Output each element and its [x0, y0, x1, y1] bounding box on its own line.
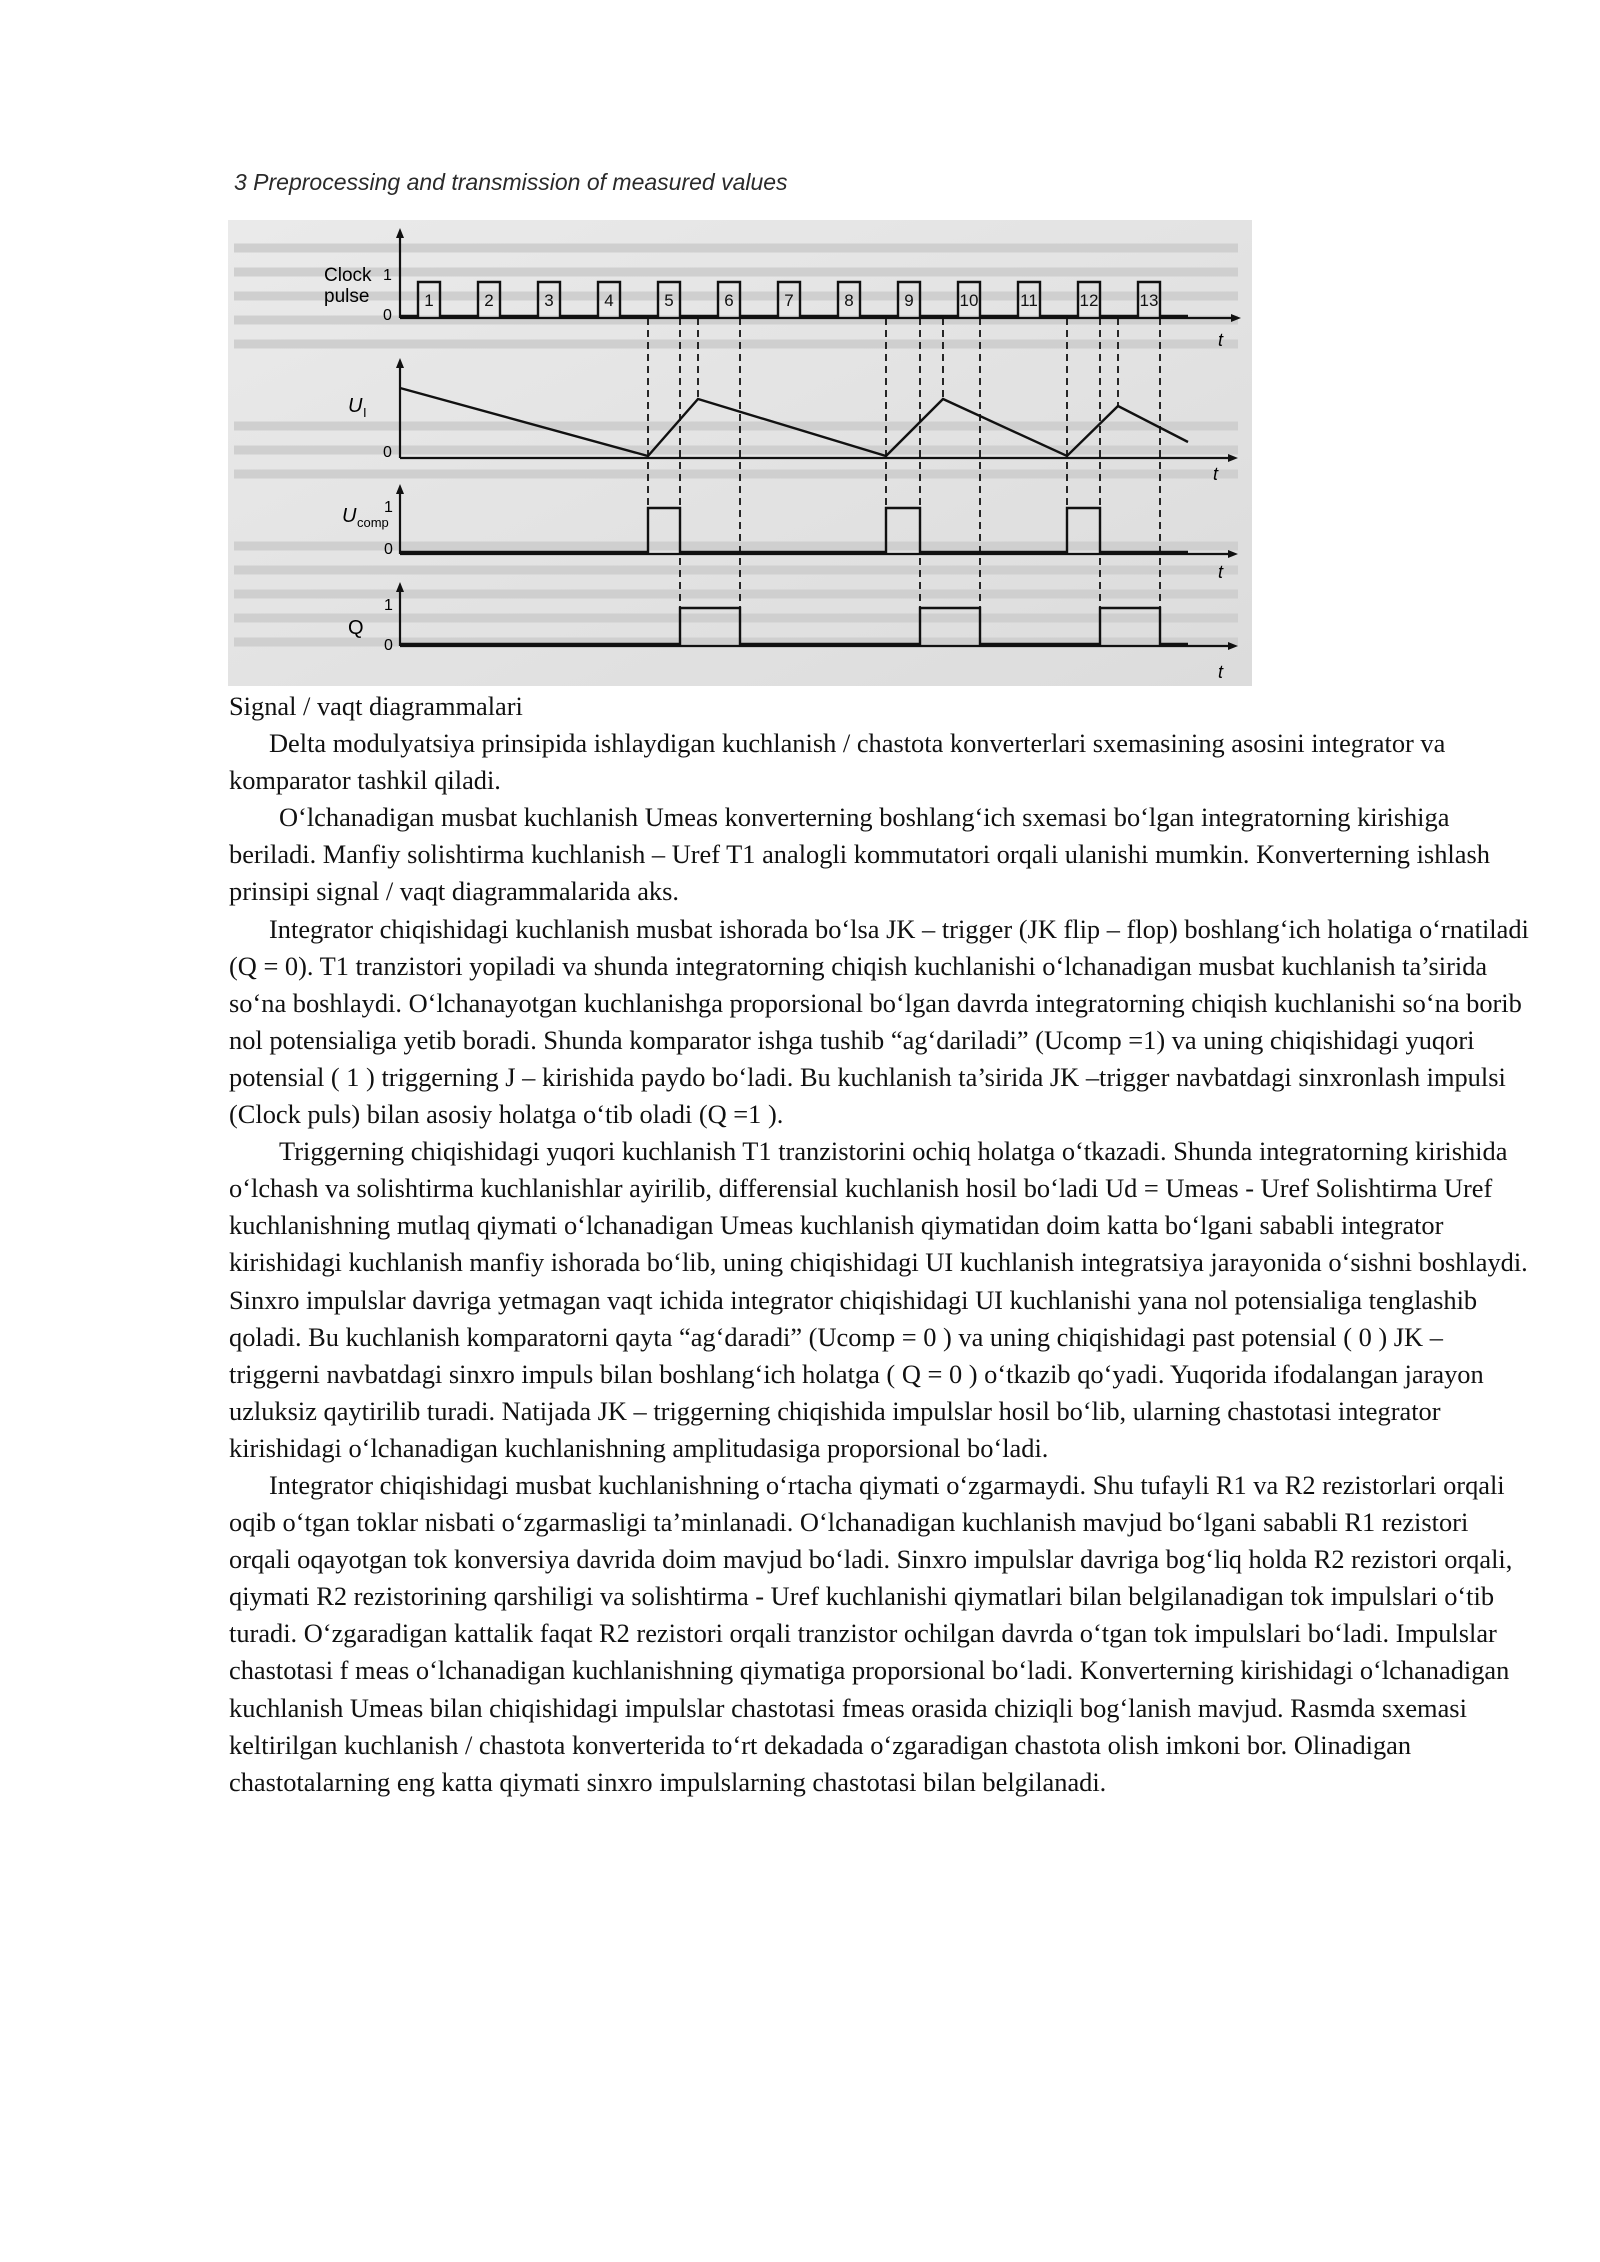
pulse-number: 10: [959, 291, 979, 310]
paragraph: Integrator chiqishidagi kuchlanish musbat ishorada bo‘lsa JK – trigger (JK flip – flop) boshlang‘ich holatiga o‘rnatiladi (Q = 0). T1 tranzistori yopiladi va shunda integratorning chiqish kuchlanishi o‘lchanadigan musbat kuchlanish ta’sirida so‘na boshlaydi. O‘lchanayotgan kuchlanishga proporsional bo‘lgan davrda integratorning chiqish kuchlanishi so‘na borib nol potensialiga yetib boradi. Shunda komparator ishga tushib “ag‘dariladi” (Ucomp =1) va uning chiqishidagi yuqori potensial ( 1 ) triggerning J – kirishida paydo bo‘ladi. Bu kuchlanish ta’sirida JK –trigger navbatdagi sinxronlash impulsi (Clock puls) bilan asosiy holatga o‘tib oladi (Q =1 ).: [229, 913, 1529, 1130]
pulse-number: 13: [1139, 291, 1159, 310]
ui-label-sub: I: [363, 405, 367, 420]
ucomp-label-sub: comp: [357, 515, 389, 530]
pulse-number: 3: [544, 291, 554, 310]
ucomp-t-label: t: [1218, 562, 1224, 582]
ucomp-zero-label: 0: [384, 541, 393, 558]
q-one-label: 1: [384, 597, 393, 614]
paragraph: Triggerning chiqishidagi yuqori kuchlanish T1 tranzistorini ochiq holatga o‘tkazadi. Shunda integratorning kirishida o‘lchash va solishtirma kuchlanishlar ayirilib, differensial kuchlanish hosil bo‘ladi Ud = Umeas - Uref Solishtirma Uref kuchlanishning mutlaq qiymati o‘lchanadigan Umeas kuchlanish qiymatidan doim katta bo‘lgani sababli integrator kirishidagi kuchlanish manfiy ishorada bo‘lib, uning chiqishidagi UI kuchlanish integratsiya jarayonida o‘sishni boshlaydi. Sinxro impulslar davriga yetmagan vaqt ichida integrator chiqishidagi UI kuchlanishi yana nol potensialiga tenglashib qoladi. Bu kuchlanish komparatorni qayta “ag‘daradi” (Ucomp = 0 ) va uning chiqishidagi past potensial ( 0 ) JK – triggerni navbatdagi sinxro impuls bilan boshlang‘ich holatga ( Q = 0 ) o‘tkazib qo‘yadi. Yuqorida ifodalangan jarayon uzluksiz qaytirilib turadi. Natijada JK – triggerning chiqishida impulslar hosil bo‘lib, ularning chastotasi integrator kirishidagi o‘lchanadigan kuchlanishning amplitudasiga proporsional bo‘ladi.: [229, 1136, 1528, 1463]
paragraph: Integrator chiqishidagi musbat kuchlanishning o‘rtacha qiymati o‘zgarmaydi. Shu tufayli R1 va R2 rezistorlari orqali oqib o‘tgan toklar nisbati o‘zgarmasligi ta’minlanadi. O‘lchanadigan kuchlanish mavjud bo‘lgani sababli R1 rezistori orqali oqayotgan tok konversiya davrida doim mavjud bo‘ladi. Sinxro impulslar davriga bog‘liq holda R2 rezistori orqali, qiymati R2 rezistorining qarshiligi va solishtirma - Uref kuchlanishi qiymatlari bilan belgilanadigan tok impulslari o‘tib turadi. O‘zgaradigan kattalik faqat R2 rezistori orqali tranzistor ochilgan davrda o‘tgan tok impulslari bo‘ladi. Impulslar chastotasi f meas o‘lchanadigan kuchlanishning qiymatiga proporsional bo‘ladi. Konverterning kirishidagi o‘lchanadigan kuchlanish Umeas bilan chiqishidagi impulslar chastotasi fmeas orasida chiziqli bog‘lanish mavjud. Rasmda sxemasi keltirilgan kuchlanish / chastota konverterida to‘rt dekadada o‘zgaradigan chastota olish imkoni bor. Olinadigan chastotalarning eng katta qiymati sinxro impulslarning chastotasi bilan belgilanadi.: [229, 1469, 1513, 1797]
pulse-number: 8: [844, 291, 854, 310]
figure-caption: Signal / vaqt diagrammalari: [229, 691, 523, 721]
pulse-number: 9: [904, 291, 914, 310]
pulse-number: 6: [724, 291, 734, 310]
timing-diagram-svg: [228, 150, 1252, 686]
ui-t-label: t: [1213, 464, 1219, 484]
ui-label: U: [348, 395, 363, 417]
ucomp-one-label: 1: [384, 499, 393, 516]
pulse-number: 1: [424, 291, 434, 310]
clock-one-label: 1: [383, 267, 392, 284]
pulse-number: 7: [784, 291, 794, 310]
timing-diagram-figure: [228, 150, 1252, 686]
pulse-number: 4: [604, 291, 614, 310]
clock-zero-label: 0: [383, 307, 392, 324]
figure-header: 3 Preprocessing and transmission of measured values: [234, 169, 788, 195]
pulse-number: 2: [484, 291, 494, 310]
q-label: Q: [348, 617, 364, 639]
q-t-label: t: [1218, 662, 1224, 682]
clock-label-line2: pulse: [324, 286, 370, 307]
ui-zero-label: 0: [383, 444, 392, 461]
clock-t-label: t: [1218, 330, 1224, 350]
pulse-number: 11: [1020, 291, 1038, 310]
clock-label-line1: Clock: [324, 265, 372, 286]
document-text: [229, 688, 1529, 1801]
pulse-number: 12: [1079, 291, 1099, 310]
paragraph: Delta modulyatsiya prinsipida ishlaydigan kuchlanish / chastota konverterlari sxemasining asosini integrator va komparator tashkil qiladi.: [229, 728, 1446, 796]
q-zero-label: 0: [384, 637, 393, 654]
ucomp-label: U: [342, 505, 357, 527]
paragraph: O‘lchanadigan musbat kuchlanish Umeas konverterning boshlang‘ich sxemasi bo‘lgan integratorning kirishiga beriladi. Manfiy solishtirma kuchlanish – Uref T1 analogli kommutatori orqali ulanishi mumkin. Konverterning ishlash prinsipi signal / vaqt diagrammalarida aks.: [229, 802, 1490, 907]
pulse-number: 5: [664, 291, 674, 310]
